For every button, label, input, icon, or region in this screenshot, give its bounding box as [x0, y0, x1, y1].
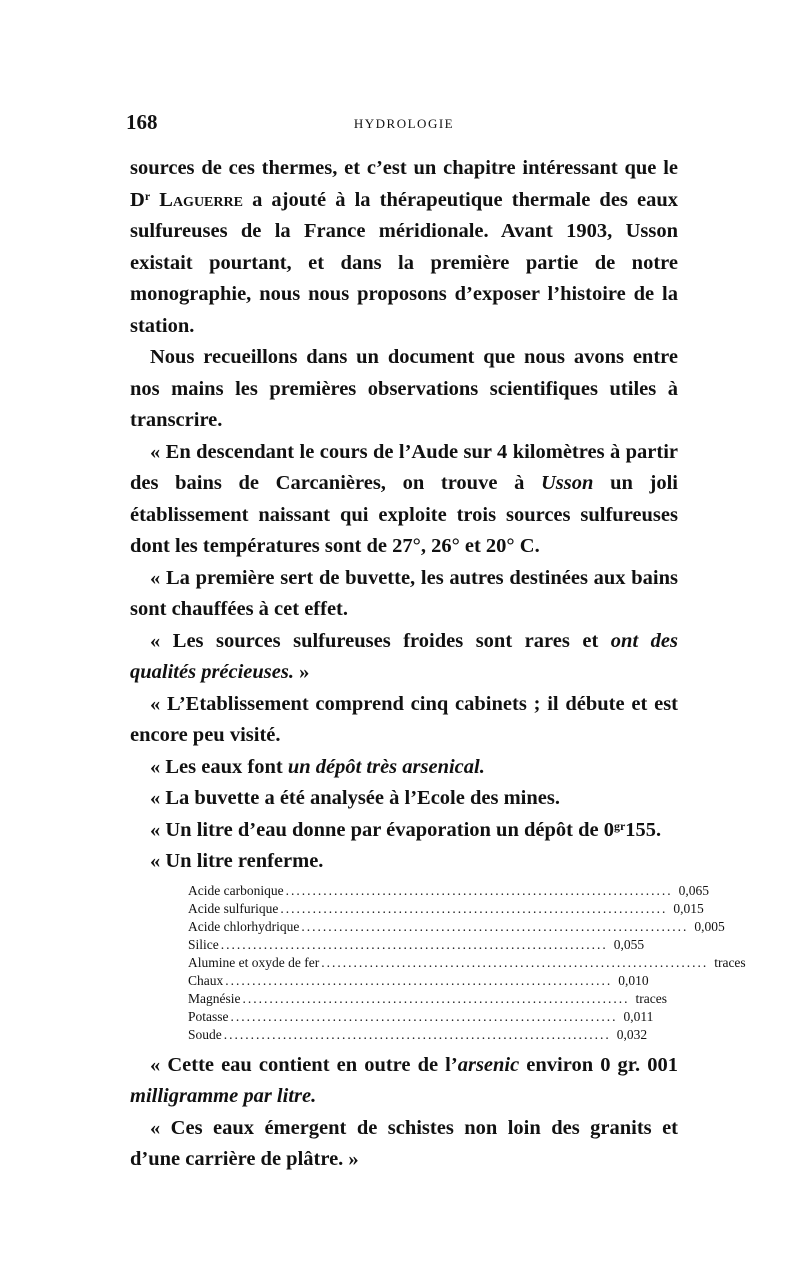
paragraph-3: « En descendant le cours de l’Aude sur 4 kilomètres à partir des bains de Carcanières, on trouve à Usson un joli établissement naissant qui exploite trois sources sulfureuses dont les températures sont de 27°, 26° et 20° C.: [130, 440, 678, 557]
analysis-row: Alumine et oxyde de fer ........................................................................ traces: [188, 954, 746, 970]
analysis-table: [188, 882, 746, 1044]
body-text: [130, 153, 746, 1176]
running-title: HYDROLOGIE: [353, 116, 455, 131]
paragraph-7: « Les eaux font un dépôt très arsenical.: [150, 755, 485, 778]
analysis-row: Potasse ........................................................................ 0,011: [188, 1008, 654, 1024]
page-header: [126, 110, 678, 144]
paragraph-2: Nous recueillons dans un document que nous avons entre nos mains les premières observations scientifiques utiles à transcrire.: [130, 346, 678, 431]
page-number: 168: [126, 110, 158, 134]
book-page: [126, 110, 746, 1176]
paragraph-6: « L’Etablissement comprend cinq cabinets ; il débute et est encore peu visité.: [130, 692, 678, 746]
analysis-row: Silice ........................................................................ 0,055: [188, 936, 645, 952]
analysis-row: Chaux ........................................................................ 0,010: [188, 972, 649, 988]
analysis-row: Acide sulfurique ........................................................................ 0,015: [188, 900, 704, 916]
paragraph-12: « Ces eaux émergent de schistes non loin des granits et d’une carrière de plâtre. »: [130, 1116, 678, 1170]
analysis-row: Soude ........................................................................ 0,032: [188, 1026, 648, 1042]
analysis-row: Magnésie ........................................................................ traces: [188, 990, 667, 1006]
paragraph-11: « Cette eau contient en outre de l’arsenic environ 0 gr. 001 milligramme par litre.: [130, 1053, 678, 1107]
paragraph-5: « Les sources sulfureuses froides sont rares et ont des qualités précieuses. »: [130, 629, 678, 683]
paragraph-4: « La première sert de buvette, les autres destinées aux bains sont chauffées à cet effet.: [130, 566, 678, 620]
analysis-row: Acide carbonique ........................................................................ 0,065: [188, 882, 709, 898]
paragraph-8: « La buvette a été analysée à l’Ecole des mines.: [150, 787, 560, 809]
paragraph-9: « Un litre d’eau donne par évaporation un dépôt de $0^{gr}155$.: [150, 818, 662, 841]
analysis-row: Acide chlorhydrique ........................................................................ 0,005: [188, 918, 725, 934]
paragraph-10: « Un litre renferme.: [150, 850, 324, 872]
author-name: Laguerre: [159, 188, 243, 211]
paragraph-1: sources de ces thermes, et c’est un chapitre intéressant que le $D^r$ Laguerre a ajouté à la thérapeutique thermale des eaux sulfureuses de la France méridionale. Avant 1903, Usson existait pourtant, et dans la première partie de notre monographie, nous nous proposons d’exposer l’histoire de la station.: [130, 157, 679, 337]
